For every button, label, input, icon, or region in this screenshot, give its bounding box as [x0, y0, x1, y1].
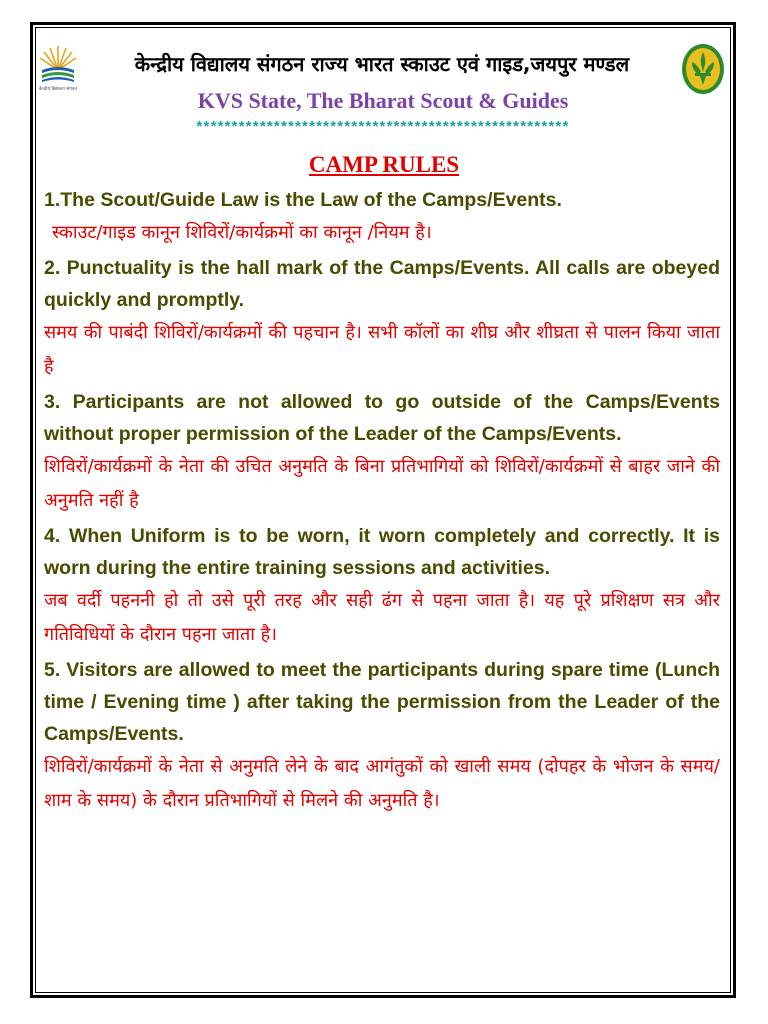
rule-item [44, 386, 720, 518]
document-header [36, 36, 730, 140]
english-header-title: KVS State, The Bharat Scout & Guides [197, 88, 569, 113]
document-title: CAMP RULES [308, 152, 460, 177]
star-divider: ***************************************************** [196, 118, 570, 135]
rule-item [44, 184, 720, 250]
rule-hindi-text: जब वर्दी पहननी हो तो उसे पूरी तरह और सही ढंग से पहना जाता है। यह पूरे प्रशिक्षण सत्र और गतिविधियों के दौरान पहना जाता है। [44, 590, 720, 645]
rule-item [44, 654, 720, 818]
rules-list [44, 184, 720, 820]
hindi-header-title: केन्द्रीय विद्यालय संगठन राज्य भारत स्काउट एवं गाइड,जयपुर मण्डल [134, 52, 630, 76]
rule-hindi-text: समय की पाबंदी शिविरों/कार्यक्रमों की पहचान है। सभी कॉलों का शीघ्र और शीघ्रता से पालन किया जाता है [44, 322, 720, 377]
rule-hindi-text: स्काउट/गाइड कानून शिविरों/कार्यक्रमों का कानून /नियम है। [52, 222, 432, 243]
kvs-logo-icon [36, 44, 80, 94]
rule-item [44, 252, 720, 384]
svg-text:केन्द्रीय विद्यालय संगठन: केन्द्रीय विद्यालय संगठन [39, 87, 77, 92]
rule-english-text: 1.The Scout/Guide Law is the Law of the Camps/Events. [44, 189, 562, 211]
rule-item [44, 520, 720, 652]
rule-hindi-text: शिविरों/कार्यक्रमों के नेता से अनुमति लेने के बाद आगंतुकों को खाली समय (दोपहर के भोजन के समय/शाम के समय) के दौरान प्रतिभागियों से मिलने की अनुमति है। [44, 756, 720, 811]
rule-english-text: 5. Visitors are allowed to meet the participants during spare time (Lunch time / Evening time ) after taking the permission from the Leader of the Camps/Events. [44, 659, 720, 745]
rule-hindi-text: शिविरों/कार्यक्रमों के नेता की उचित अनुमति के बिना प्रतिभागियों को शिविरों/कार्यक्रमों से बाहर जाने की अनुमति नहीं है [44, 456, 720, 511]
rule-english-text: 2. Punctuality is the hall mark of the Camps/Events. All calls are obeyed quickly and promptly. [44, 257, 720, 311]
rule-english-text: 3. Participants are not allowed to go outside of the Camps/Events without proper permission of the Leader of the Camps/Events. [44, 391, 720, 445]
rule-english-text: 4. When Uniform is to be worn, it worn completely and correctly. It is worn during the entire training sessions and activities. [44, 525, 720, 579]
